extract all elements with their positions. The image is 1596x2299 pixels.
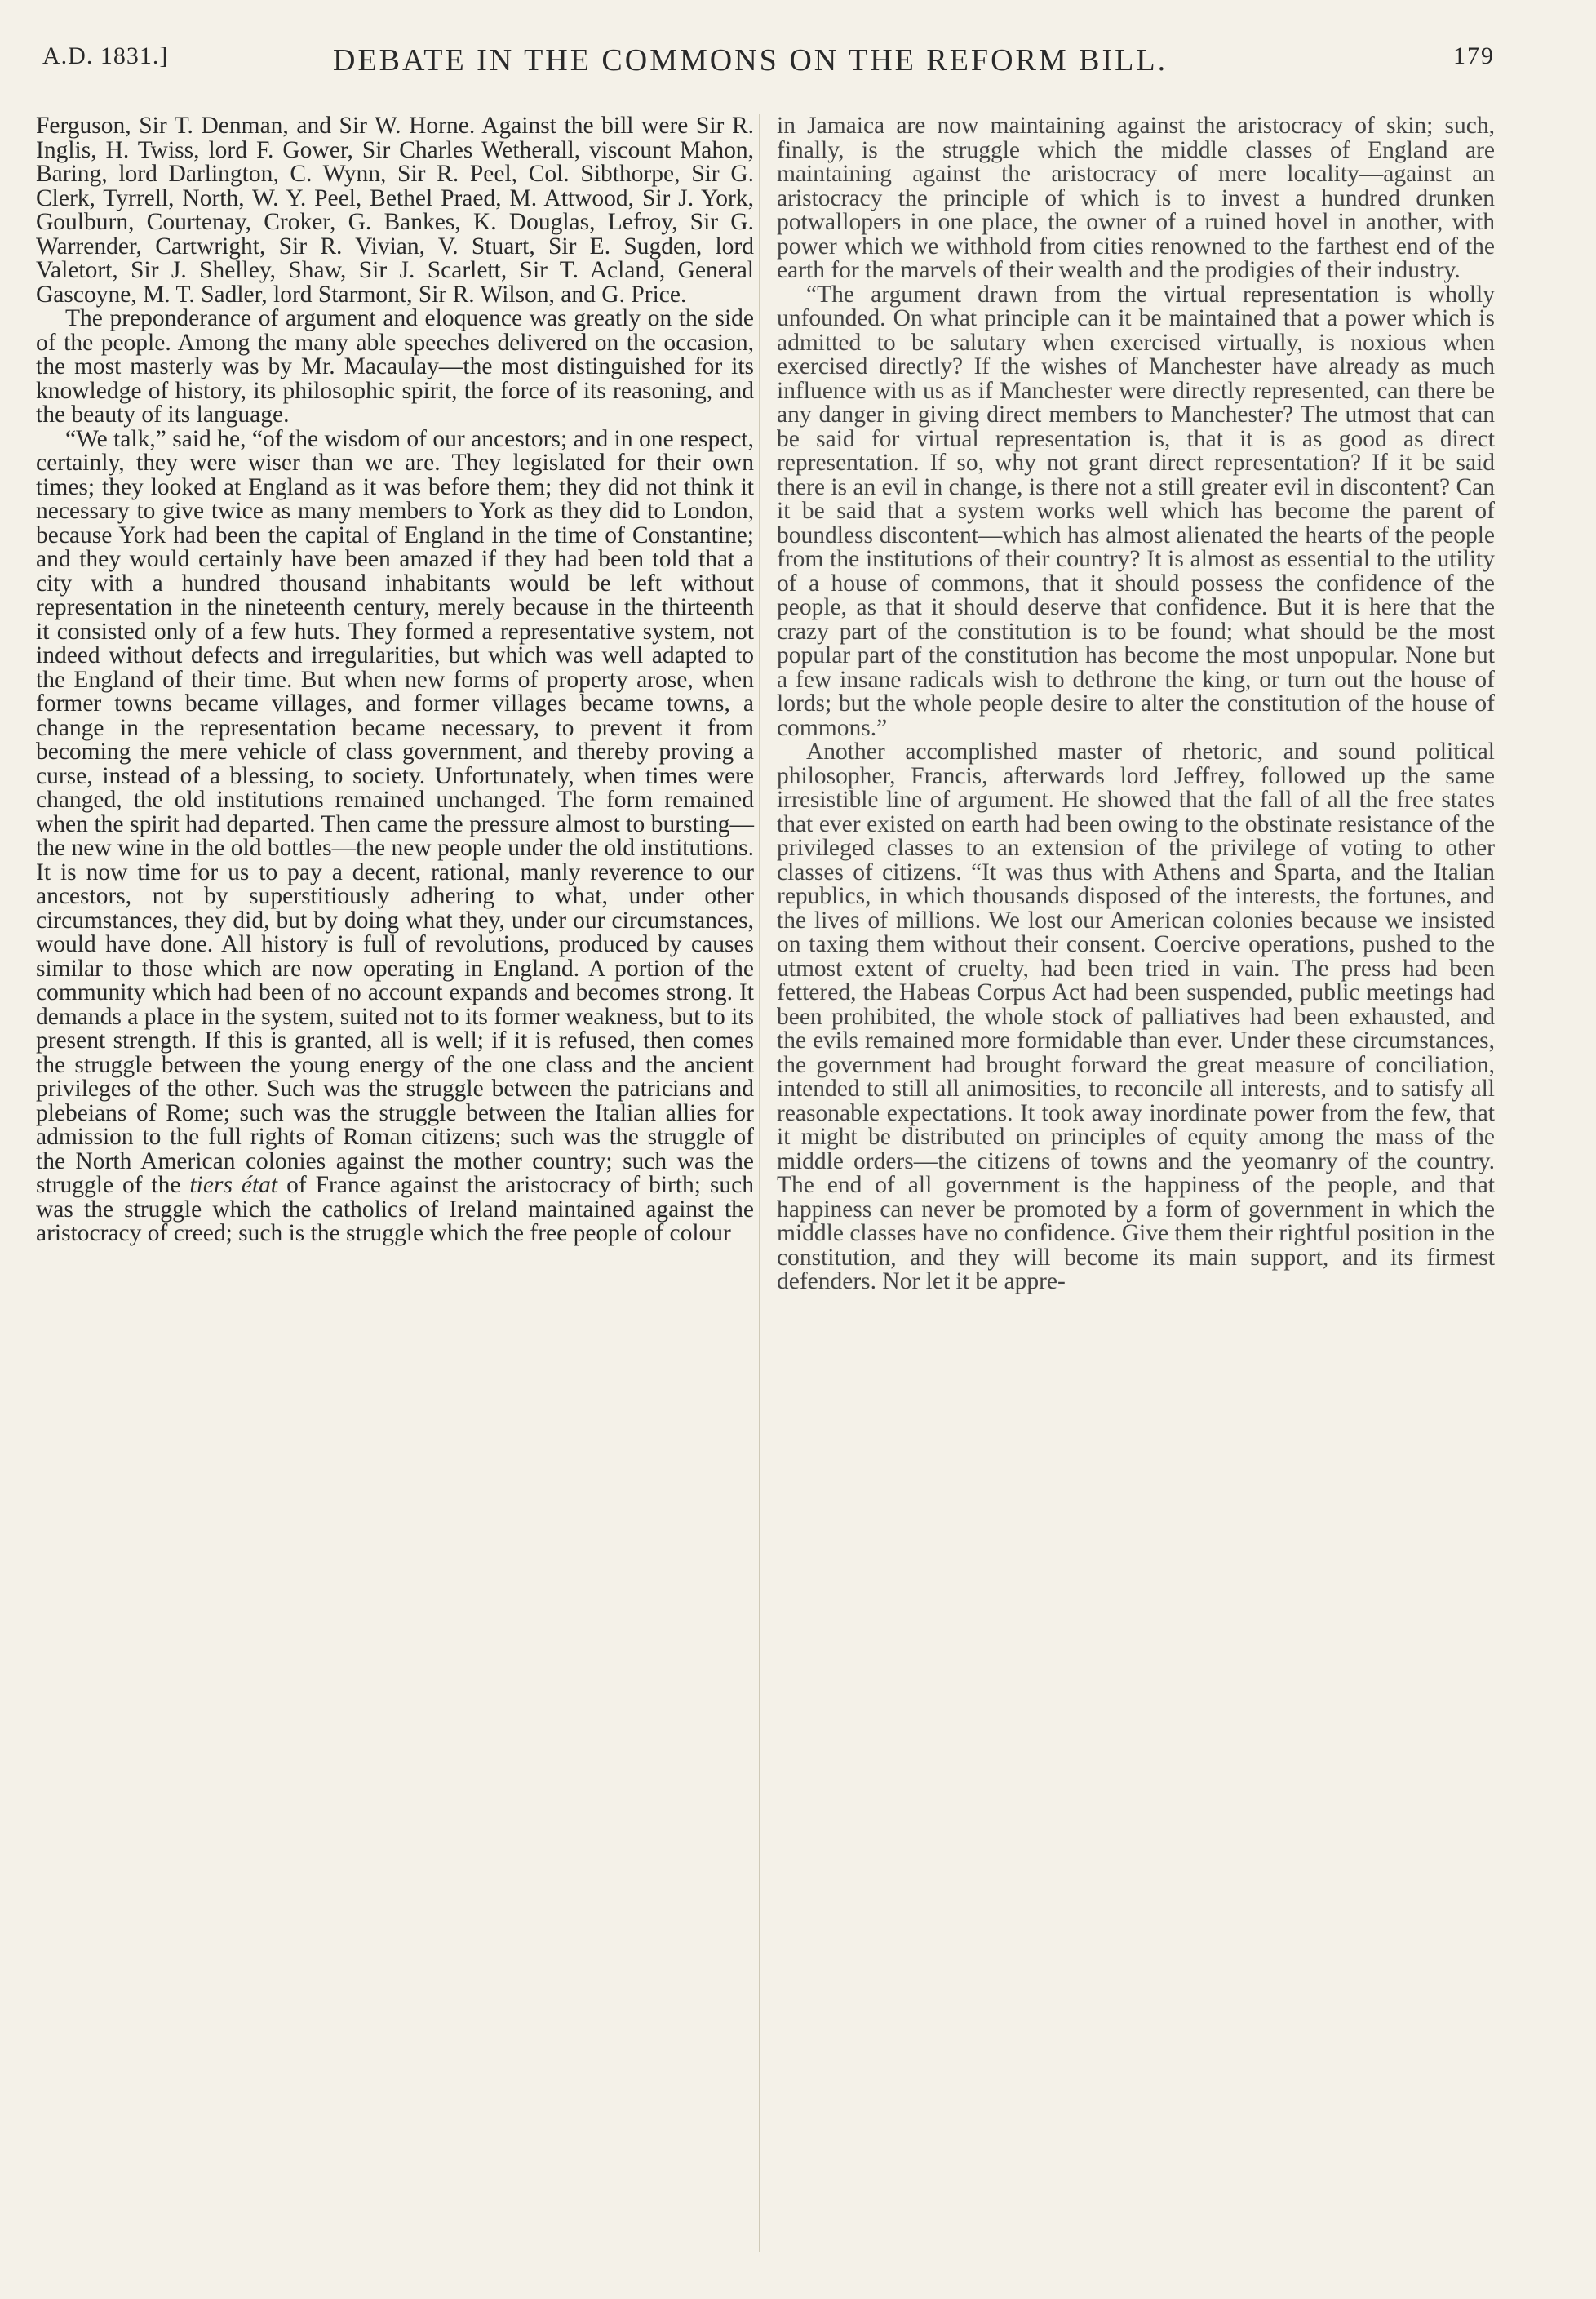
column-divider (759, 114, 760, 2252)
macaulay-speech-end: of France against the aristocracy of birth; such was the struggle which the catholics of Ireland maintained against the aristocracy of creed; such is the struggle which the free people of colour (36, 1172, 755, 1246)
paragraph-virtual-representation: “The argument drawn from the virtual representation is wholly unfounded. On what principle can it be maintained that a power which is admitted to be salutary when exercised virtually, is noxious when exercised directly? If the wishes of Manchester have already as much influence with us as if Manchester were directly represented, can there be any danger in giving direct members to Manchester? The utmost that can be said for virtual representation is, that it is as good as direct representation. If so, why not grant direct representation? If it be said there is an evil in change, is there not a still greater evil in discontent? Can it be said that a system works well which has become the parent of boundless discontent—which has almost alienated the hearts of the people from the institutions of their country? It is almost as essential to the utility of a house of commons, that it should possess the confidence of the people, as that it should deserve that confidence. But it is here that the crazy part of the constitution is to be found; what should be the most popular part of the constitution has become the most unpopular. None but a few insane radicals wish to dethrone the king, or turn out the house of lords; but the whole people desire to alter the constitution of the house of commons.” (777, 281, 1495, 741)
right-column (777, 114, 1495, 1294)
paragraph-macaulay-speech (36, 425, 755, 1246)
left-column (36, 114, 754, 1246)
header-title: DEBATE IN THE COMMONS ON THE REFORM BILL. (333, 43, 1168, 78)
italic-phrase: tiers état (189, 1172, 278, 1198)
header-date: A.D. 1831.] (42, 42, 169, 69)
paragraph-preponderance: The preponderance of argument and eloquence was greatly on the side of the people. Among the many able speeches delivered on the occasion, the most masterly was by Mr. Macaulay—the most distinguished for its knowledge of history, its philosophic spirit, the force of its reasoning, and the beauty of its language. (36, 305, 754, 428)
running-header (36, 42, 1495, 78)
macaulay-speech-text: “We talk,” said he, “of the wisdom of our ancestors; and in one respect, certainly, they were wiser than we are. They legislated for their own times; they looked at England as it was before them; they did not think it necessary to give twice as many members to York as they did to London, because York had been the capital of England in the time of Constantine; and they would certainly have been amazed if they had been told that a city with a hundred thousand inhabitants would be left without representation in the nineteenth century, merely because in the thirteenth it consisted only of a few huts. They formed a representative system, not indeed without defects and irregularities, but which was well adapted to the England of their time. But when new forms of property arose, when former towns became villages, and former villages became towns, a change in the representation became necessary, to prevent it from becoming the mere vehicle of class government, and thereby proving a curse, instead of a blessing, to society. Unfortunately, when times were changed, the old institutions remained unchanged. The form remained when the spirit had departed. Then came the pressure almost to bursting—the new wine in the old bottles—the new people under the old institutions. It is now time for us to pay a decent, rational, manly reverence to our ancestors, not by superstitiously adhering to what, under other circumstances, they did, but by doing what they, under our circumstances, would have done. All history is full of revolutions, produced by causes similar to those which are now operating in England. A portion of the community which had been of no account expands and becomes strong. It demands a place in the system, suited not to its former weakness, but to its present strength. If this is granted, all is well; if it is refused, then comes the struggle between the young energy of the one class and the ancient privileges of the other. Such was the struggle between the patricians and plebeians of Rome; such was the struggle between the Italian allies for admission to the full rights of Roman citizens; such was the struggle of the North American colonies against the mother country; such was the struggle of the (36, 425, 754, 1198)
paragraph-jamaica: in Jamaica are now maintaining against the aristocracy of skin; such, finally, is the struggle which the middle classes of England are maintaining against the aristocracy of mere locality—against an aristocracy the principle of which is to invest a hundred drunken potwallopers in one place, the owner of a ruined hovel in another, with power which we withhold from cities renowned to the farthest end of the earth for the marvels of their wealth and the prodigies of their industry. (777, 113, 1495, 283)
page-number: 179 (1453, 42, 1495, 69)
paragraph-jeffrey: Another accomplished master of rhetoric, and sound political philosopher, Francis, afterwards lord Jeffrey, followed up the same irresistible line of argument. He showed that the fall of all the free states that ever existed on earth had been owing to the obstinate resistance of the privileged classes to an extension of the privilege of voting to other classes of citizens. “It was thus with Athens and Sparta, and the Italian republics, in which thousands disposed of the interests, the fortunes, and the lives of millions. We lost our American colonies because we insisted on taxing them without their consent. Coercive operations, pushed to the utmost extent of cruelty, had been tried in vain. The press had been fettered, the Habeas Corpus Act had been suspended, public meetings had been prohibited, the whole stock of palliatives had been exhausted, and the evils remained more formidable than ever. Under these circumstances, the government had brought forward the great measure of conciliation, intended to still all animosities, to reconcile all interests, and to satisfy all reasonable expectations. It took away inordinate power from the few, that it might be distributed on principles of equity among the mass of the middle orders—the citizens of towns and the yeomanry of the country. The end of all government is the happiness of the people, and that happiness can never be promoted by a form of government in which the middle classes have no confidence. Give them their rightful position in the constitution, and they will become its main support, and its firmest defenders. Nor let it be appre- (777, 739, 1495, 1294)
paragraph-vote-list: Ferguson, Sir T. Denman, and Sir W. Horne. Against the bill were Sir R. Inglis, H. Twiss, lord F. Gower, Sir Charles Wetherall, viscount Mahon, Baring, lord Darlington, C. Wynn, Sir R. Peel, Col. Sibthorpe, Sir G. Clerk, Tyrrell, North, W. Y. Peel, Bethel Praed, M. Attwood, Sir J. York, Goulburn, Courtenay, Croker, G. Bankes, K. Douglas, Lefroy, Sir G. Warrender, Cartwright, Sir R. Vivian, V. Stuart, Sir E. Sugden, lord Valetort, Sir J. Shelley, Shaw, Sir J. Scarlett, Sir T. Acland, General Gascoyne, M. T. Sadler, lord Starmont, Sir R. Wilson, and G. Price. (36, 113, 754, 308)
